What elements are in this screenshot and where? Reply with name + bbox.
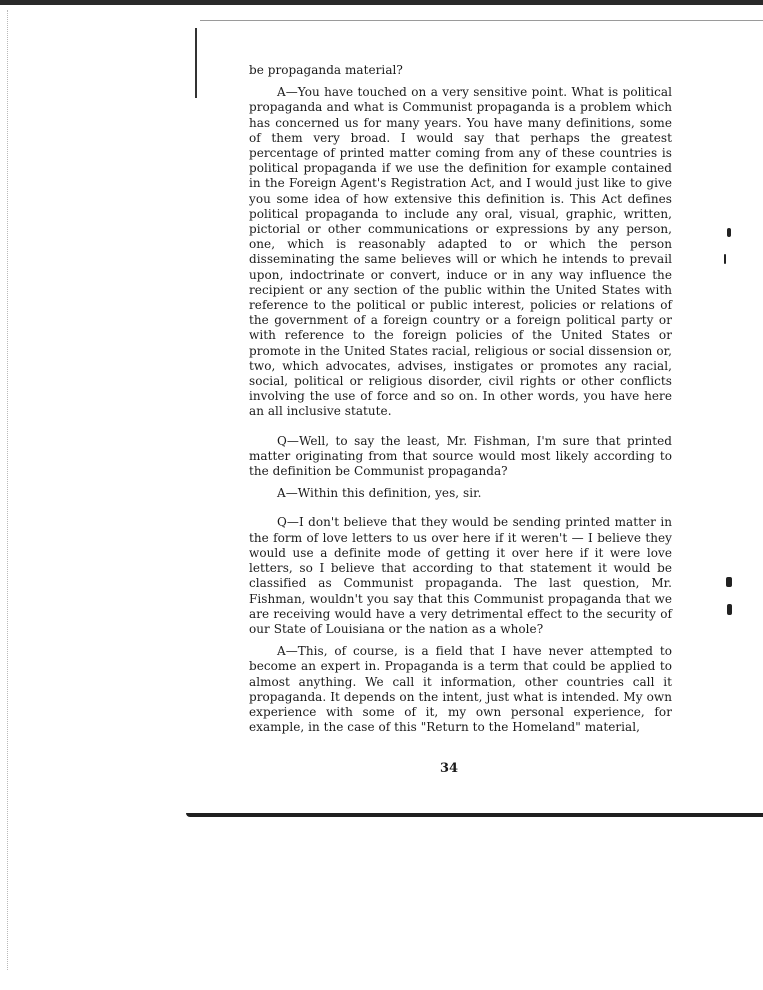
paragraph-question: Q—Well, to say the least, Mr. Fishman, I'm sure that printed matter originating from that source would most likely according to the definition be Communist propaganda? [249, 433, 672, 479]
left-binding-mark [195, 28, 197, 98]
margin-ink-mark [724, 254, 726, 264]
top-edge-rule [0, 0, 763, 5]
page-number: 34 [440, 761, 459, 776]
paragraph-continuation: be propaganda material? [249, 63, 403, 77]
page-body [249, 63, 672, 735]
paragraph-answer: A—You have touched on a very sensitive point. What is political propaganda and what is Communist propaganda is a problem which has concerned us for many years. You have many definitions, some of them very broad. I would say that perhaps the greatest percentage of printed matter coming from any of these countries is political propaganda if we use the definition for example contained in the Foreign Agent's Registration Act, and I would just like to give you some idea of how extensive this definition is. This Act defines political propaganda to include any oral, visual, graphic, written, pictorial or other communications or expressions by any person, one, which is reasonably adapted to or which the person disseminating the same believes will or which he intends to prevail upon, indoctrinate or convert, induce or in any way influence the recipient or any section of the public within the United States with reference to the political or public interest, policies or relations of the government of a foreign country or a foreign political party or with reference to the foreign policies of the United States or promote in the United States racial, religious or social dissension or, two, which advocates, advises, instigates or promotes any racial, social, political or religious disorder, civil rights or other conflicts involving the use of force and so on. In other words, you have here an all inclusive statute. [249, 85, 672, 419]
margin-ink-mark [727, 604, 732, 615]
margin-ink-mark [726, 577, 732, 587]
margin-ink-mark [727, 228, 731, 237]
bottom-rule [186, 813, 763, 817]
paragraph-question: Q—I don't believe that they would be sending printed matter in the form of love letters to us over here if it weren't — I believe they would use a definite mode of getting it over here if it were love letters, so I believe that according to that statement it would be classified as Communist propaganda. The last question, Mr. Fishman, wouldn't you say that this Communist propaganda that we are receiving would have a very detrimental effect to the security of our State of Louisiana or the nation as a whole? [249, 515, 672, 636]
paragraph-answer: A—This, of course, is a field that I have never attempted to become an expert in. Propaganda is a term that could be applied to almost anything. We call it information, other countries call it propaganda. It depends on the intent, just what is intended. My own experience with some of it, my own personal experience, for example, in the case of this "Return to the Homeland" material, [249, 644, 672, 735]
left-margin-dotted-line [7, 10, 8, 970]
top-thin-rule [200, 20, 763, 21]
paragraph-answer: A—Within this definition, yes, sir. [277, 486, 482, 501]
